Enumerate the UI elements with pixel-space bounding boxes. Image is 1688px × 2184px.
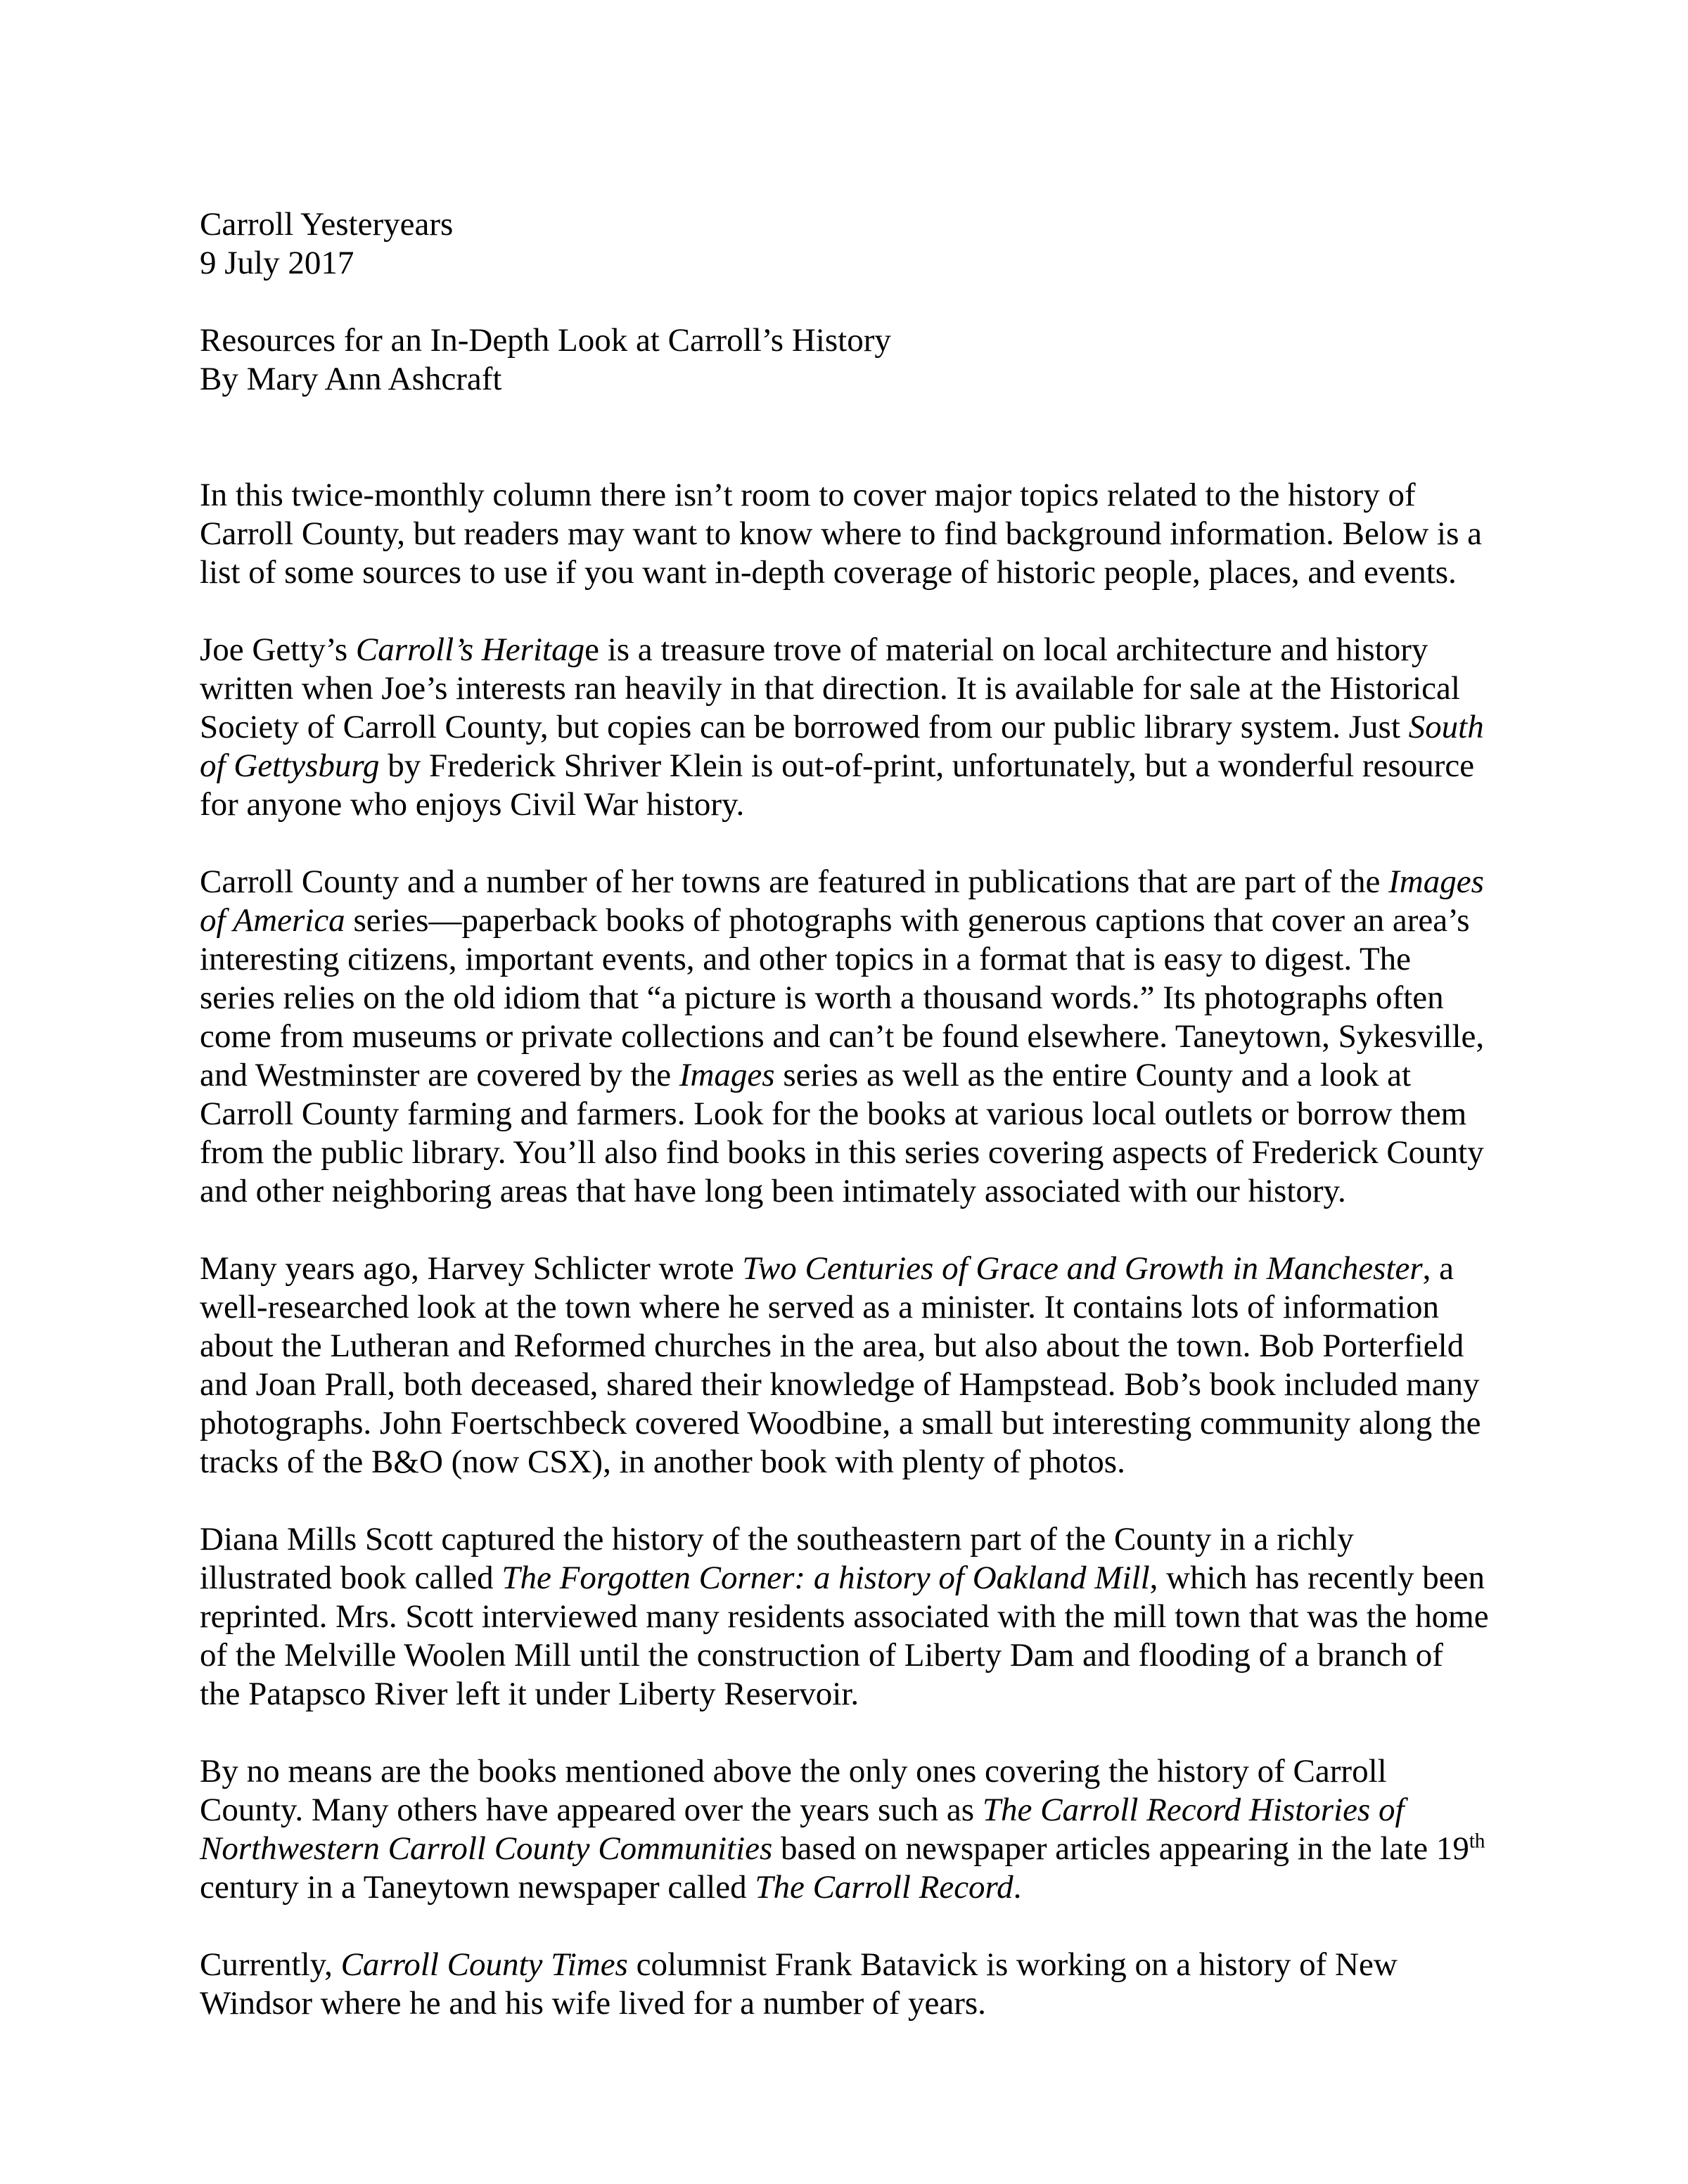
text-segment: South of Gettysburg: [200, 709, 1484, 784]
text-segment: based on newspaper articles appearing in the late 19: [772, 1830, 1469, 1867]
text-segment: e is a treasure trove of material on local architecture and history written when Joe’s interests ran heavily in that direction. It is available for sale at the Historical Society of Carroll County, but copies can be borrowed from our public library system. Just: [200, 631, 1460, 745]
text-segment: Diana Mills Scott captured the history of the southeastern part of the County in a richly illustrated book called: [200, 1521, 1354, 1596]
text-segment: By no means are the books mentioned above the only ones covering the history of Carroll County. Many others have appeared over the years such as: [200, 1753, 1387, 1828]
paragraph: [200, 1752, 1490, 1907]
article-author: By Mary Ann Ashcraft: [200, 361, 502, 397]
paragraph: [200, 1946, 1490, 2023]
text-segment: The Carroll Record Histories of Northwestern Carroll County Communities: [200, 1792, 1405, 1867]
document-content: [200, 205, 1490, 2023]
document-body: [200, 476, 1490, 2023]
text-segment: columnist Frank Batavick is working on a history of New Windsor where he and his wife lived for a number of years.: [200, 1946, 1398, 2022]
paragraph: [200, 863, 1490, 1211]
text-segment: The Carroll Record: [755, 1869, 1014, 1906]
text-segment: , a well-researched look at the town where he served as a minister. It contains lots of information about the Lutheran and Reformed churches in the area, but also about the town. Bob Porterfield and Joan Prall, both deceased, shared their knowledge of Hampstead. Bob’s book included many photographs. John Foertschbeck covered Woodbine, a small but interesting community along the tracks of the B&O (now CSX), in another book with plenty of photos.: [200, 1250, 1481, 1480]
text-segment: The Forgotten Corner: a history of Oakland Mill: [501, 1560, 1150, 1596]
text-segment: In this twice-monthly column there isn’t room to cover major topics related to the history of Carroll County, but readers may want to know where to find background information. Below is a list of some sources to use if you want in-depth coverage of historic people, places, and events.: [200, 477, 1483, 591]
article-title: Resources for an In-Depth Look at Carroll’s History: [200, 322, 891, 359]
column-date: 9 July 2017: [200, 245, 354, 281]
text-segment: .: [1013, 1869, 1022, 1906]
text-segment: th: [1469, 1830, 1485, 1853]
text-segment: Images: [679, 1057, 775, 1093]
text-segment: , which has recently been reprinted. Mrs. Scott interviewed many residents associated with the mill town that was the home of the Melville Woolen Mill until the construction of Liberty Dam and flooding of a branch of the Patapsco River left it under Liberty Reservoir.: [200, 1560, 1489, 1712]
text-segment: Carroll County and a number of her towns are featured in publications that are part of the: [200, 863, 1389, 900]
text-segment: Joe Getty’s: [200, 631, 356, 668]
spacer: [200, 399, 1490, 476]
text-segment: Currently,: [200, 1946, 341, 1983]
text-segment: by Frederick Shriver Klein is out-of-print, unfortunately, but a wonderful resource for anyone who enjoys Civil War history.: [200, 747, 1475, 823]
paragraph: [200, 1520, 1490, 1714]
spacer: [200, 283, 1490, 321]
paragraph: [200, 1250, 1490, 1482]
text-segment: Two Centuries of Grace and Growth in Manchester: [742, 1250, 1423, 1287]
text-segment: Many years ago, Harvey Schlicter wrote: [200, 1250, 743, 1287]
column-name: Carroll Yesteryears: [200, 206, 454, 243]
text-segment: Images of America: [200, 863, 1484, 939]
text-segment: Carroll County Times: [340, 1946, 628, 1983]
text-segment: Carroll’s Heritag: [355, 631, 585, 668]
text-segment: series as well as the entire County and a look at Carroll County farming and farmers. Look for the books at various local outlets or borrow them from the public library. You’ll also find books in this series covering aspects of Frederick County and other neighboring areas that have long been intimately associated with our history.: [200, 1057, 1484, 1209]
paragraph: [200, 631, 1490, 824]
paragraph: [200, 476, 1490, 592]
text-segment: century in a Taneytown newspaper called: [200, 1869, 755, 1906]
text-segment: series—paperback books of photographs with generous captions that cover an area’s interesting citizens, important events, and other topics in a format that is easy to digest. The series relies on the old idiom that “a picture is worth a thousand words.” Its photographs often come from museums or private collections and can’t be found elsewhere. Taneytown, Sykesville, and Westminster are covered by the: [200, 902, 1485, 1093]
